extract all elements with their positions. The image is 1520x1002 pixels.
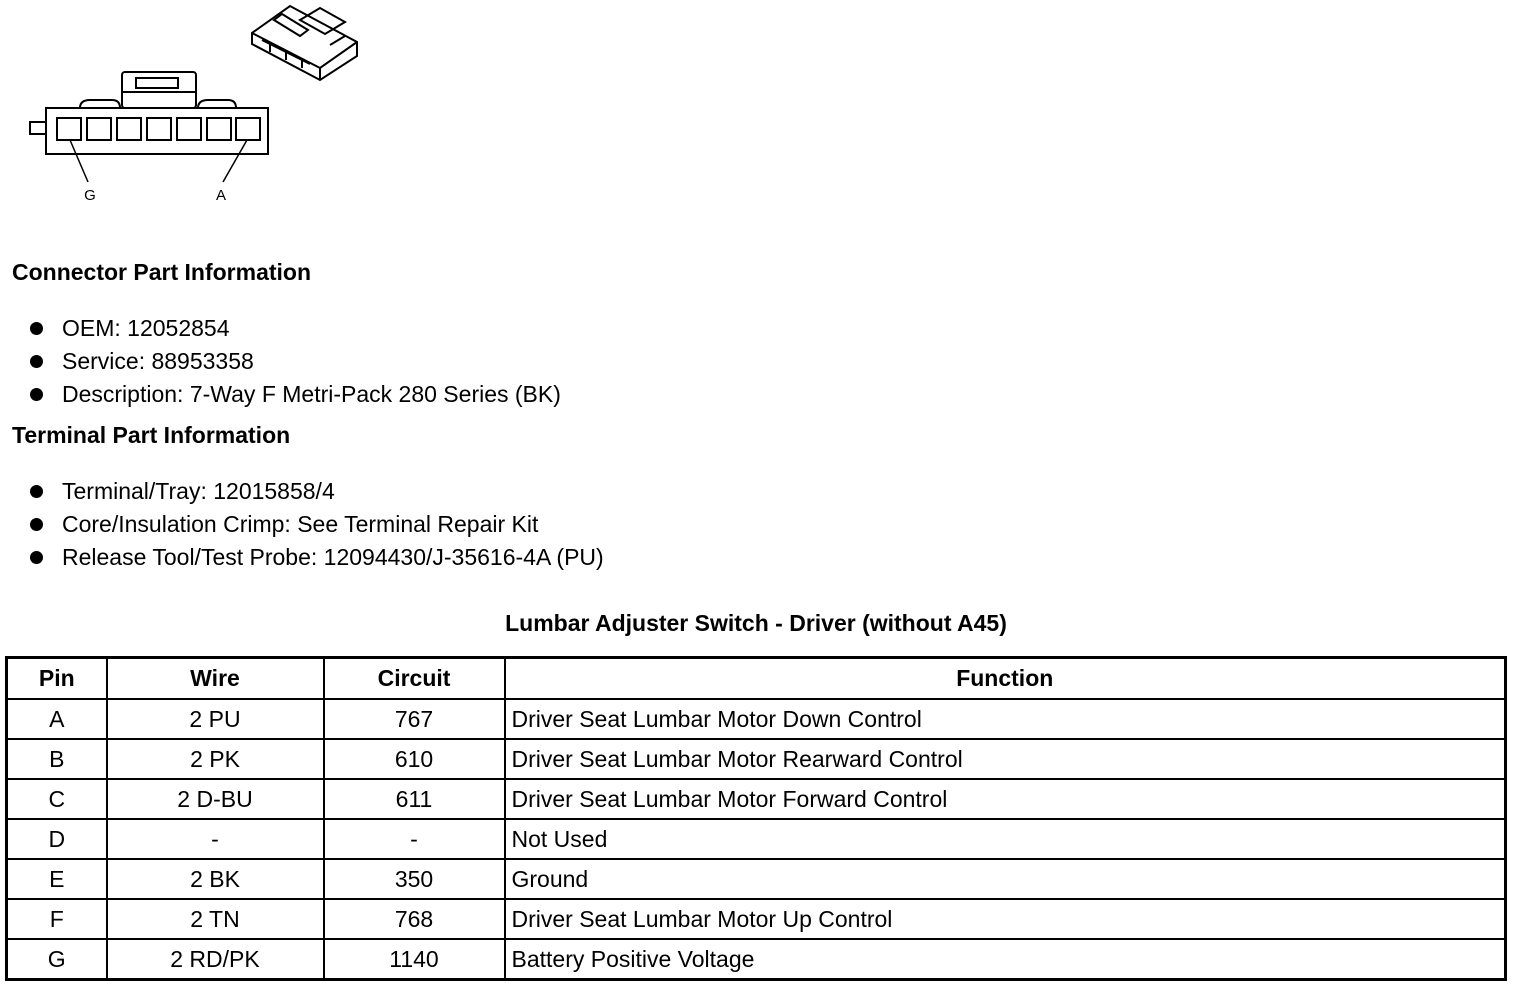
cell-function: Driver Seat Lumbar Motor Down Control — [505, 699, 1506, 739]
cell-function: Driver Seat Lumbar Motor Up Control — [505, 899, 1506, 939]
list-item: Release Tool/Test Probe: 12094430/J-35616-4A (PU) — [28, 541, 604, 574]
bullet-icon — [30, 355, 43, 368]
cell-wire: 2 PU — [107, 699, 324, 739]
table-row — [7, 939, 1506, 980]
table-title: Lumbar Adjuster Switch - Driver (without A45) — [505, 610, 1007, 636]
cell-circuit: 350 — [324, 859, 505, 899]
cell-wire: 2 RD/PK — [107, 939, 324, 980]
table-row — [7, 779, 1506, 819]
bullet-icon — [30, 322, 43, 335]
list-item: Terminal/Tray: 12015858/4 — [28, 475, 604, 508]
bullet-icon — [30, 551, 43, 564]
header-pin: Pin — [7, 658, 107, 700]
cell-wire: 2 D-BU — [107, 779, 324, 819]
cell-wire: 2 BK — [107, 859, 324, 899]
list-item: OEM: 12052854 — [28, 312, 561, 345]
cell-pin: E — [7, 859, 107, 899]
cell-circuit: 767 — [324, 699, 505, 739]
terminal-info-title: Terminal Part Information — [12, 422, 291, 448]
connector-face-icon — [30, 72, 268, 182]
cell-function: Not Used — [505, 819, 1506, 859]
table-header-row — [7, 658, 1506, 700]
pin-label-g: G — [84, 187, 96, 204]
pinout-table — [5, 656, 1507, 981]
cell-function: Ground — [505, 859, 1506, 899]
table-row — [7, 699, 1506, 739]
cell-pin: G — [7, 939, 107, 980]
terminal-info-list — [28, 475, 604, 574]
table-row — [7, 819, 1506, 859]
bullet-icon — [30, 388, 43, 401]
table-row — [7, 859, 1506, 899]
cell-wire: - — [107, 819, 324, 859]
cell-pin: B — [7, 739, 107, 779]
cell-circuit: - — [324, 819, 505, 859]
cell-circuit: 768 — [324, 899, 505, 939]
cell-function: Driver Seat Lumbar Motor Forward Control — [505, 779, 1506, 819]
connector-info-list — [28, 312, 561, 411]
cell-wire: 2 TN — [107, 899, 324, 939]
header-wire: Wire — [107, 658, 324, 700]
connector-info-title: Connector Part Information — [12, 259, 312, 285]
cell-circuit: 1140 — [324, 939, 505, 980]
pin-label-a: A — [215, 187, 227, 204]
bullet-icon — [30, 518, 43, 531]
cell-function: Battery Positive Voltage — [505, 939, 1506, 980]
cell-pin: D — [7, 819, 107, 859]
cell-function: Driver Seat Lumbar Motor Rearward Control — [505, 739, 1506, 779]
cell-wire: 2 PK — [107, 739, 324, 779]
connector-iso-icon — [252, 6, 357, 80]
cell-pin: C — [7, 779, 107, 819]
table-row — [7, 899, 1506, 939]
header-function: Function — [505, 658, 1506, 700]
list-item: Service: 88953358 — [28, 345, 561, 378]
bullet-icon — [30, 485, 43, 498]
list-item: Core/Insulation Crimp: See Terminal Repair Kit — [28, 508, 604, 541]
list-item: Description: 7-Way F Metri-Pack 280 Series (BK) — [28, 378, 561, 411]
table-row — [7, 739, 1506, 779]
cell-pin: F — [7, 899, 107, 939]
cell-circuit: 611 — [324, 779, 505, 819]
header-circuit: Circuit — [324, 658, 505, 700]
cell-circuit: 610 — [324, 739, 505, 779]
connector-diagram — [0, 0, 380, 215]
cell-pin: A — [7, 699, 107, 739]
